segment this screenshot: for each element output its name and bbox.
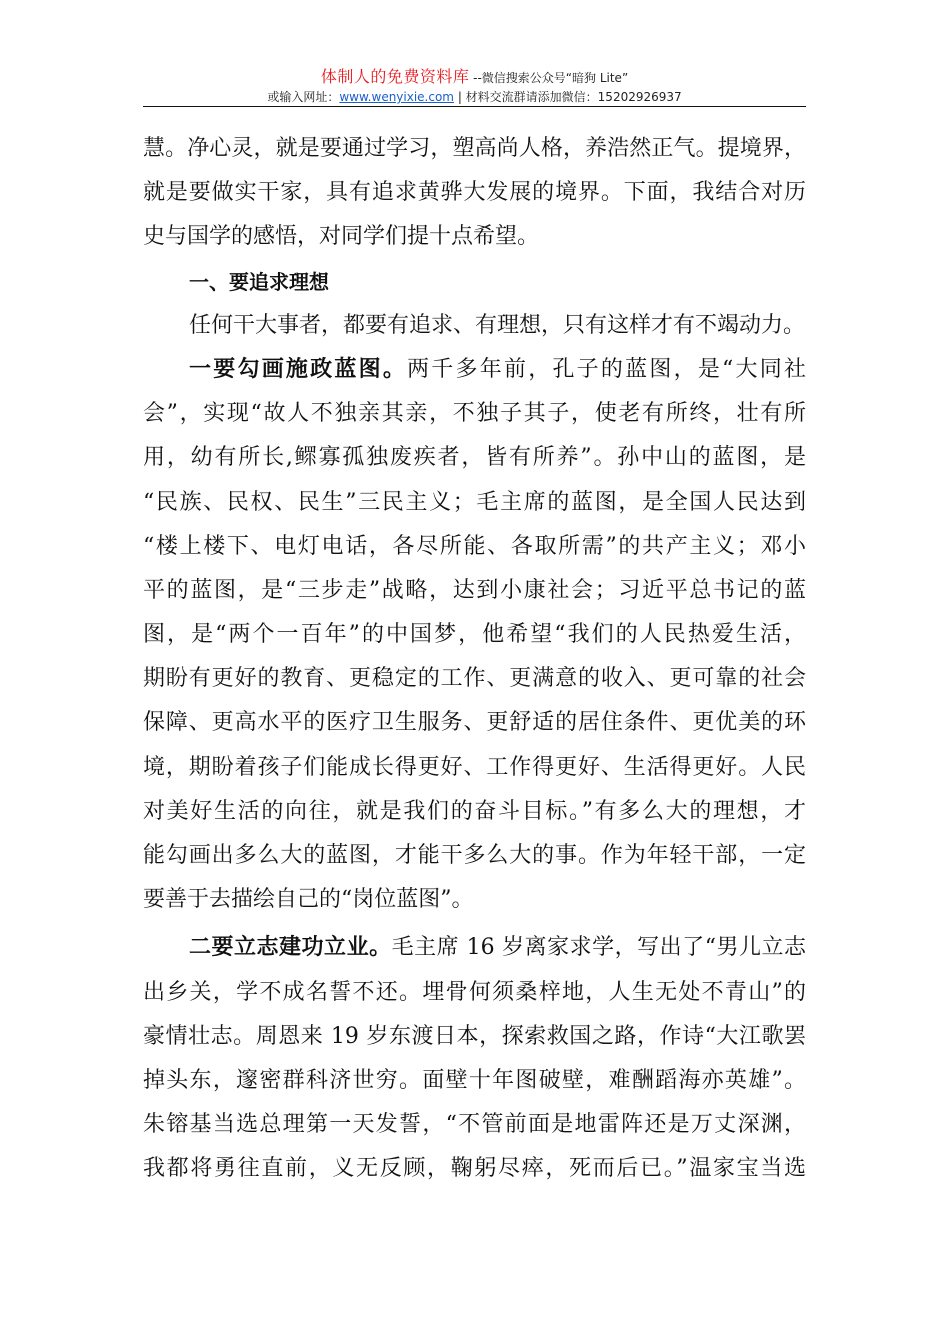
- text-line: 慧。净心灵，就是要通过学习，塑高尚人格，养浩然正气。提境界，: [143, 136, 806, 161]
- text-line: 能勾画出多么大的蓝图，才能干多么大的事。作为年轻干部，一定: [143, 843, 806, 868]
- text-line: 出乡关，学不成名誓不还。埋骨何须桑梓地，人生无处不青山”的: [143, 979, 806, 1005]
- text-line: 史与国学的感悟，对同学们提十点希望。: [143, 224, 540, 250]
- text-line: 境，期盼着孩子们能成长得更好、工作得更好、生活得更好。人民: [143, 754, 806, 780]
- text-line: 平的蓝图，是“三步走”战略，达到小康社会；习近平总书记的蓝: [143, 577, 806, 603]
- page-header: [143, 66, 806, 106]
- section-heading: 一、要追求理想: [189, 269, 329, 294]
- text-line: 图，是“两个一百年”的中国梦，他希望“我们的人民热爱生活，: [143, 622, 806, 648]
- text-line: 掉头东，邃密群科济世穷。面壁十年图破壁，难酬蹈海亦英雄”。: [143, 1067, 806, 1093]
- text-line: “民族、民权、民生”三民主义；毛主席的蓝图，是全国人民达到: [143, 489, 806, 515]
- url-prefix: 或输入网址：: [267, 90, 340, 104]
- text-line: 任何干大事者，都要有追求、有理想，只有这样才有不竭动力。: [189, 312, 806, 338]
- brand-title: 体制人的免费资料库: [320, 67, 470, 86]
- paragraph-first-line: [143, 348, 806, 392]
- text-line: 就是要做实干家，具有追求黄骅大发展的境界。下面，我结合对历: [143, 180, 806, 206]
- contact-info: | 材料交流群请添加微信：15202926937: [454, 90, 682, 104]
- text-line: 会”，实现“故人不独亲其亲，不独子其子，使老有所终，壮有所: [143, 401, 806, 427]
- paragraph-lead: 一要勾画施政蓝图。: [189, 356, 408, 382]
- text-line: 我都将勇往直前，义无反顾，鞠躬尽瘁，死而后已。”温家宝当选: [143, 1156, 806, 1182]
- website-link[interactable]: www.wenyixie.com: [339, 90, 454, 104]
- text-line: 保障、更高水平的医疗卫生服务、更舒适的居住条件、更优美的环: [143, 710, 806, 736]
- paragraph-lead: 二要立志建功立业。: [189, 935, 392, 961]
- text-line: 用，幼有所长,鳏寡孤独废疾者，皆有所养”。孙中山的蓝图，是: [143, 445, 806, 471]
- header-title-line: [143, 66, 806, 88]
- text-line: 期盼有更好的教育、更稳定的工作、更满意的收入、更可靠的社会: [143, 666, 806, 692]
- document-body: [143, 127, 806, 1192]
- text-line: 朱镕基当选总理第一天发誓，“不管前面是地雷阵还是万丈深渊，: [143, 1112, 806, 1138]
- text-line: 对美好生活的向往，就是我们的奋斗目标。”有多么大的理想，才: [143, 798, 806, 824]
- paragraph-first-rest: 两千多年前，孔子的蓝图，是“大同社: [407, 356, 806, 382]
- header-divider: [143, 106, 806, 107]
- wechat-hint: --微信搜索公众号“暗狗 Lite”: [469, 71, 629, 85]
- paragraph-first-rest: 毛主席 16 岁离家求学，写出了“男儿立志: [391, 935, 806, 961]
- text-line: 要善于去描绘自己的“岗位蓝图”。: [143, 887, 474, 913]
- paragraph-first-line: [143, 926, 806, 970]
- text-line: 豪情壮志。周恩来 19 岁东渡日本，探索救国之路，作诗“大江歌罢: [143, 1023, 806, 1049]
- text-line: “楼上楼下、电灯电话，各尽所能、各取所需”的共产主义；邓小: [143, 533, 806, 559]
- header-contact-line: [143, 88, 806, 106]
